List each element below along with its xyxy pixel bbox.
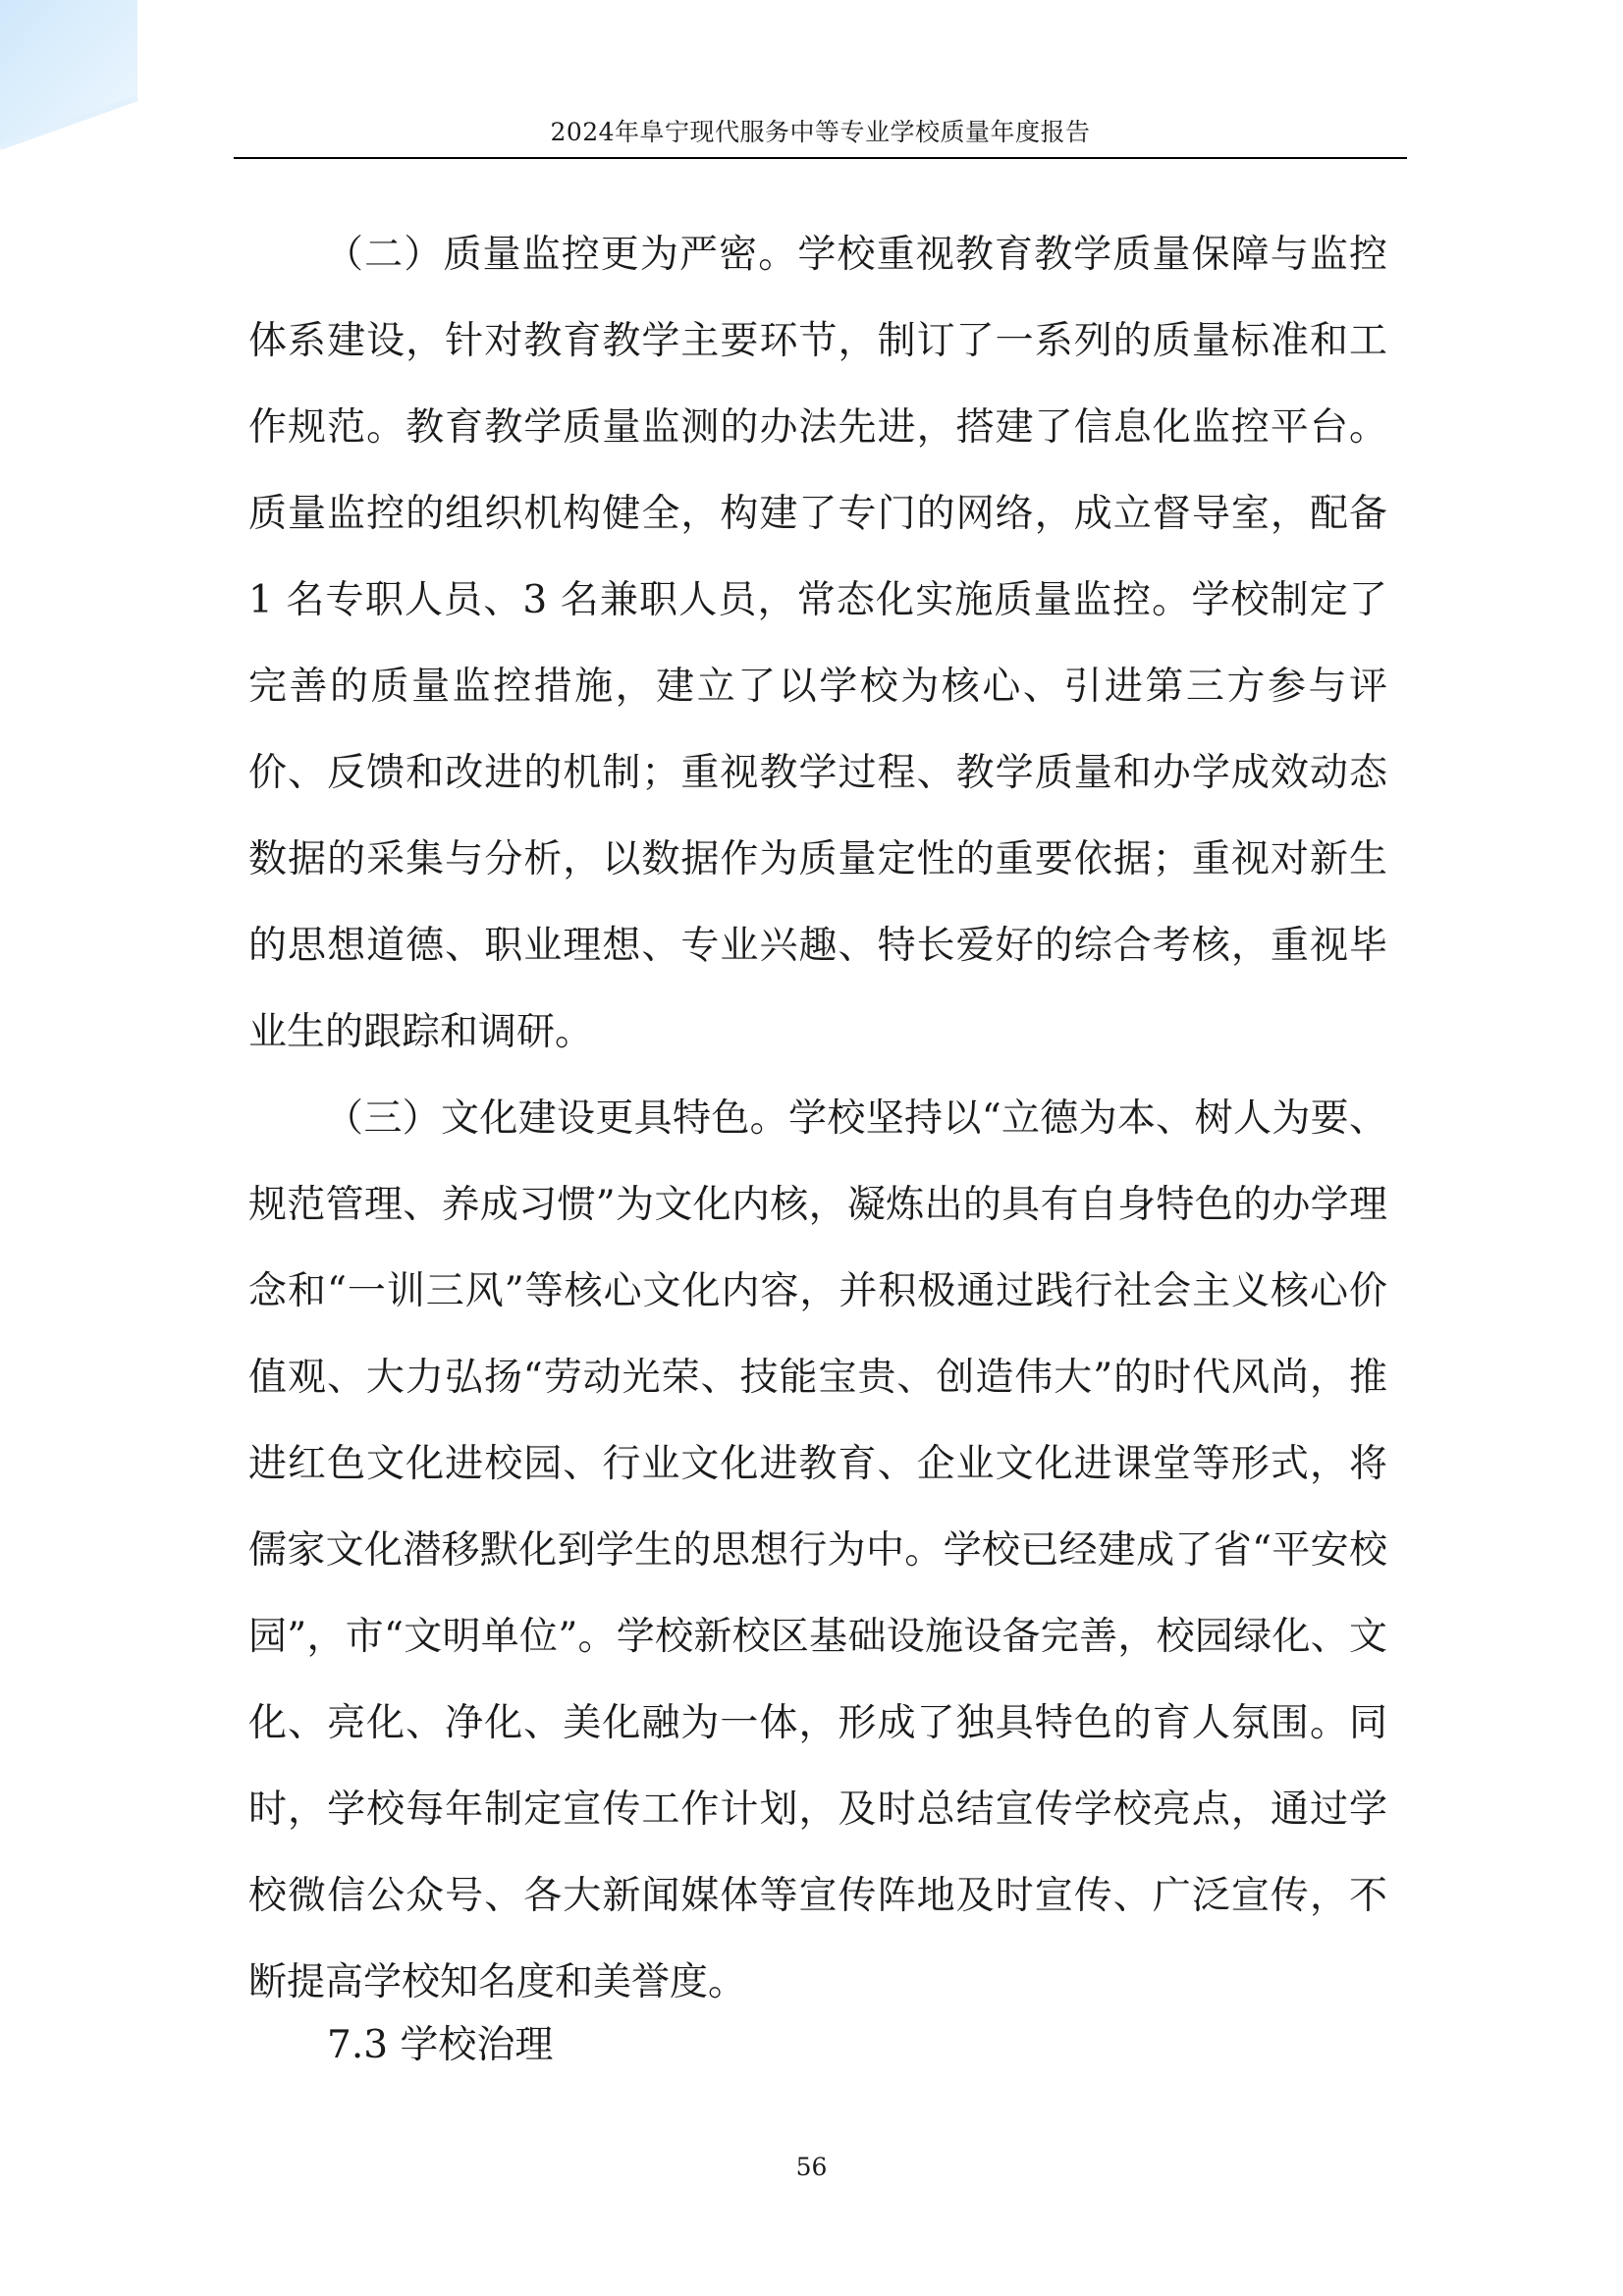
paragraph-quality-monitoring: （二）质量监控更为严密。学校重视教育教学质量保障与监控体系建设，针对教育教学主要环节，制订了一系列的质量标准和工作规范。教育教学质量监测的办法先进，搭建了信息化监控平台。质量监控的组织机构健全，构建了专门的网络，成立督导室，配备 1 名专职人员、3 名兼职人员，常态化实施质量监控。学校制定了完善的质量监控措施，建立了以学校为核心、引进第三方参与评价、反馈和改进的机制；重视教学过程、教学质量和办学成效动态数据的采集与分析，以数据作为质量定性的重要依据；重视对新生的思想道德、职业理想、专业兴趣、特长爱好的综合考核，重视毕业生的跟踪和调研。 bbox=[248, 233, 1387, 1054]
page-header-title: 2024年阜宁现代服务中等专业学校质量年度报告 bbox=[550, 118, 1091, 146]
paragraph-culture-building: （三）文化建设更具特色。学校坚持以“立德为本、树人为要、规范管理、养成习惯”为文化内核，凝炼出的具有自身特色的办学理念和“一训三风”等核心文化内容，并积极通过践行社会主义核心价值观、大力弘扬“劳动光荣、技能宝贵、创造伟大”的时代风尚，推进红色文化进校园、行业文化进教育、企业文化进课堂等形式，将儒家文化潜移默化到学生的思想行为中。学校已经建成了省“平安校园”，市“文明单位”。学校新校区基础设施设备完善，校园绿化、文化、亮化、净化、美化融为一体，形成了独具特色的育人氛围。同时，学校每年制定宣传工作计划，及时总结宣传学校亮点，通过学校微信公众号、各大新闻媒体等宣传阵地及时宣传、广泛宣传，不断提高学校知名度和美誉度。 bbox=[248, 1096, 1387, 2004]
corner-decoration bbox=[0, 0, 147, 157]
section-heading: 7.3 学校治理 bbox=[327, 2023, 554, 2067]
header-divider bbox=[234, 157, 1407, 159]
page-number: 56 bbox=[795, 2153, 828, 2181]
document-body bbox=[248, 212, 1387, 2026]
